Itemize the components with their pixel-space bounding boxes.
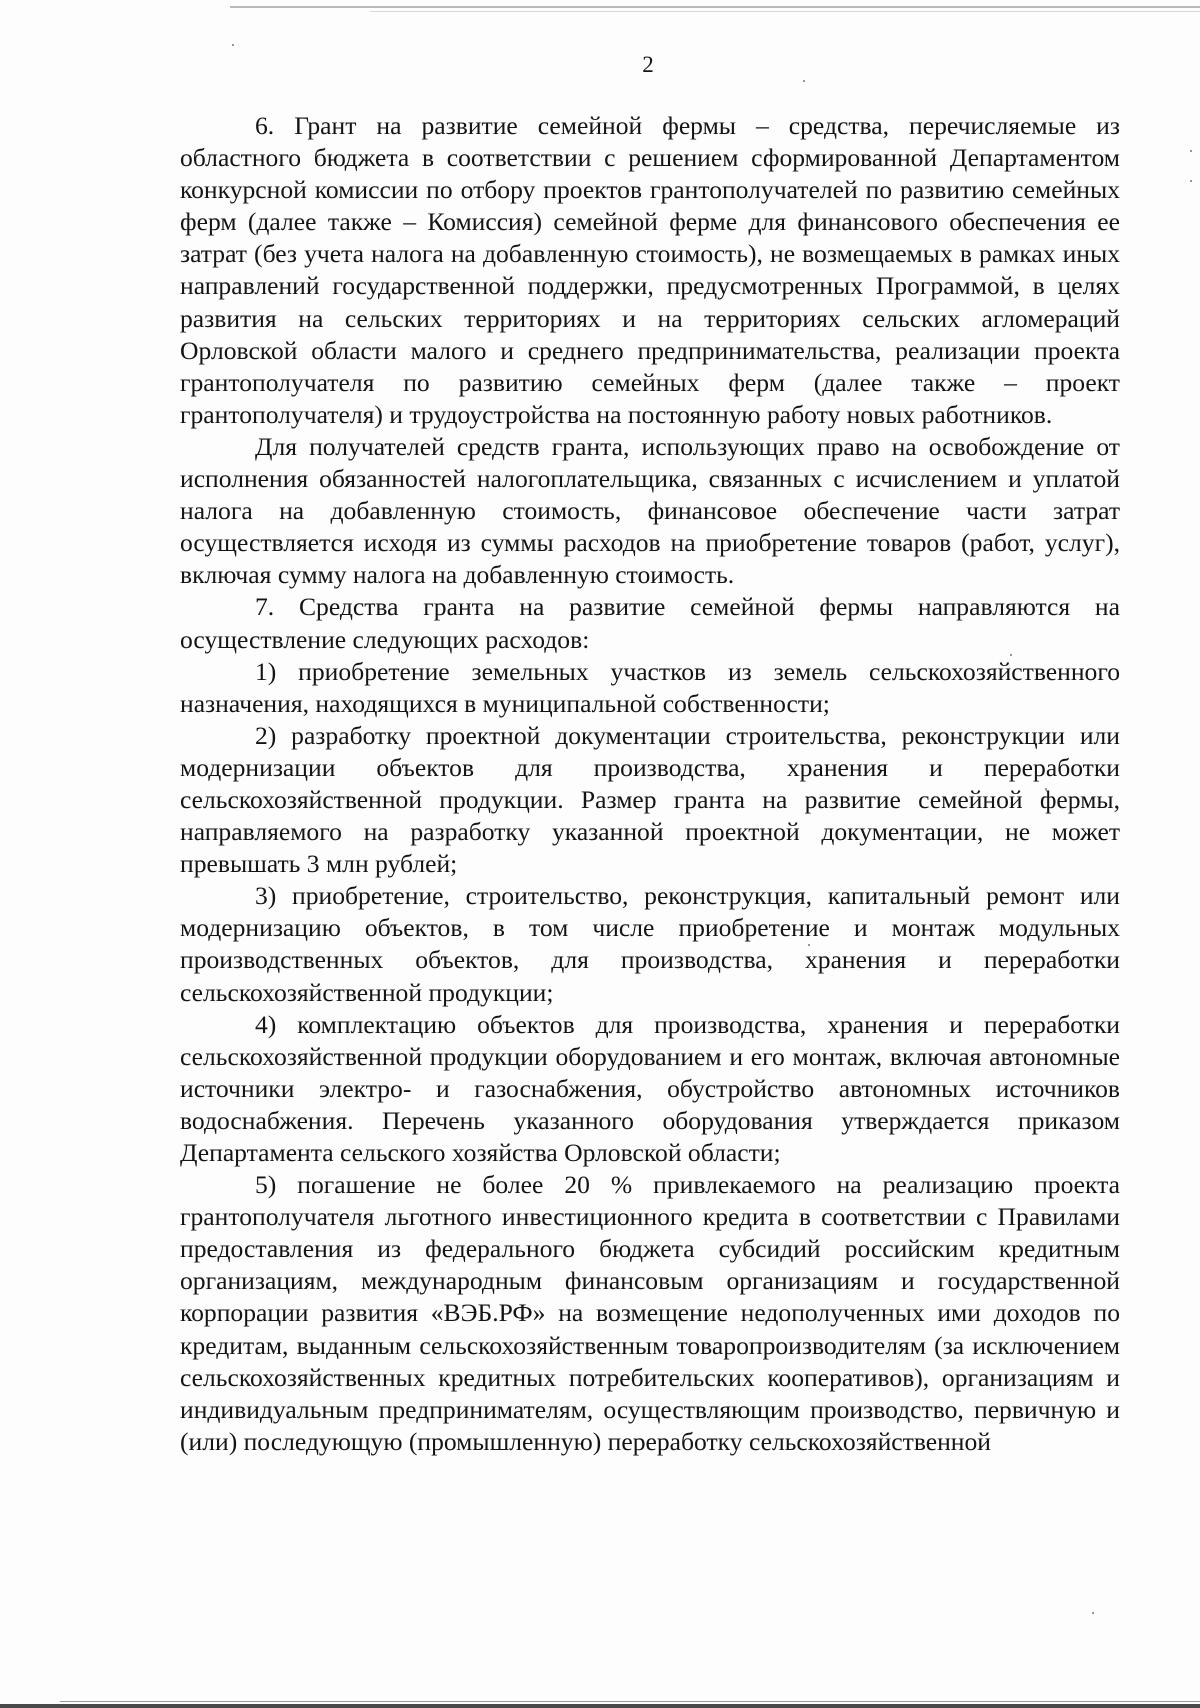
scan-speck xyxy=(232,44,234,46)
paragraph-item-6: 6. Грант на развитие семейной фермы – средства, перечисляемые из областного бюджета в соответствии с решением сформированной Департаментом конкурсной комиссии по отбору проектов грантополучателей по развитию семейных ферм (далее также – Комиссия) семейной ферме для финансового обеспечения ее затрат (без учета налога на добавленную стоимость), не возмещаемых в рамках иных направлений государственной поддержки, предусмотренных Программой, в целях развития на сельских территориях и на территориях сельских агломераций Орловской области малого и среднего предпринимательства, реализации проекта грантополучателя по развитию семейных ферм (далее также – проект грантополучателя) и трудоустройства на постоянную работу новых работников. xyxy=(180,111,1120,429)
list-item-4: 4) комплектацию объектов для производства, хранения и переработки сельскохозяйственной продукции оборудованием и его монтаж, включая автономные источники электро- и газоснабжения, обустройство автономных источников водоснабжения. Перечень указанного оборудования утверждается приказом Департамента сельского хозяйства Орловской области; xyxy=(180,1009,1120,1167)
document-body xyxy=(180,110,1120,1458)
scan-speck xyxy=(803,80,805,82)
list-item-3: 3) приобретение, строительство, реконструкция, капитальный ремонт или модернизацию объектов, в том числе приобретение и монтаж модульных производственных объектов, для производства, хранения и переработки сельскохозяйственной продукции; xyxy=(180,881,1120,1007)
scan-speck xyxy=(1190,180,1192,182)
scan-edge-bottom-inner xyxy=(60,1701,1200,1702)
paragraph-item-7: 7. Средства гранта на развитие семейной фермы направляются на осуществление следующих расходов: xyxy=(180,592,1120,654)
scan-edge-top xyxy=(230,6,1200,8)
paragraph-vat-note: Для получателей средств гранта, использующих право на освобождение от исполнения обязанностей налогоплательщика, связанных с исчислением и уплатой налога на добавленную стоимость, финансовое обеспечение части затрат осуществляется исходя из суммы расходов на приобретение товаров (работ, услуг), включая сумму налога на добавленную стоимость. xyxy=(180,431,1120,590)
scan-edge-top-inner xyxy=(370,11,1200,12)
page-number: 2 xyxy=(642,52,654,77)
scan-speck xyxy=(1092,1612,1094,1614)
scan-speck xyxy=(1190,150,1192,152)
list-item-2: 2) разработку проектной документации строительства, реконструкции или модернизации объектов для производства, хранения и переработки сельскохозяйственной продукции. Размер гранта на развитие семейной фермы, направляемого на разработку указанной проектной документации, не может превышать 3 млн рублей; xyxy=(180,720,1120,879)
scan-edge-bottom xyxy=(0,1704,1200,1708)
list-item-5: 5) погашение не более 20 % привлекаемого на реализацию проекта грантополучателя льготного инвестиционного кредита в соответствии с Правилами предоставления из федерального бюджета субсидий российским кредитным организациям, международным финансовым организациям и государственной корпорации развития «ВЭБ.РФ» на возмещение недополученных ими доходов по кредитам, выданным сельскохозяйственным товаропроизводителям (за исключением сельскохозяйственных кредитных потребительских кооперативов), организациям и индивидуальным предпринимателям, осуществляющим производство, первичную и (или) последующую (промышленную) переработку сельскохозяйственной xyxy=(180,1170,1120,1456)
list-item-1: 1) приобретение земельных участков из земель сельскохозяйственного назначения, находящихся в муниципальной собственности; xyxy=(180,656,1120,718)
